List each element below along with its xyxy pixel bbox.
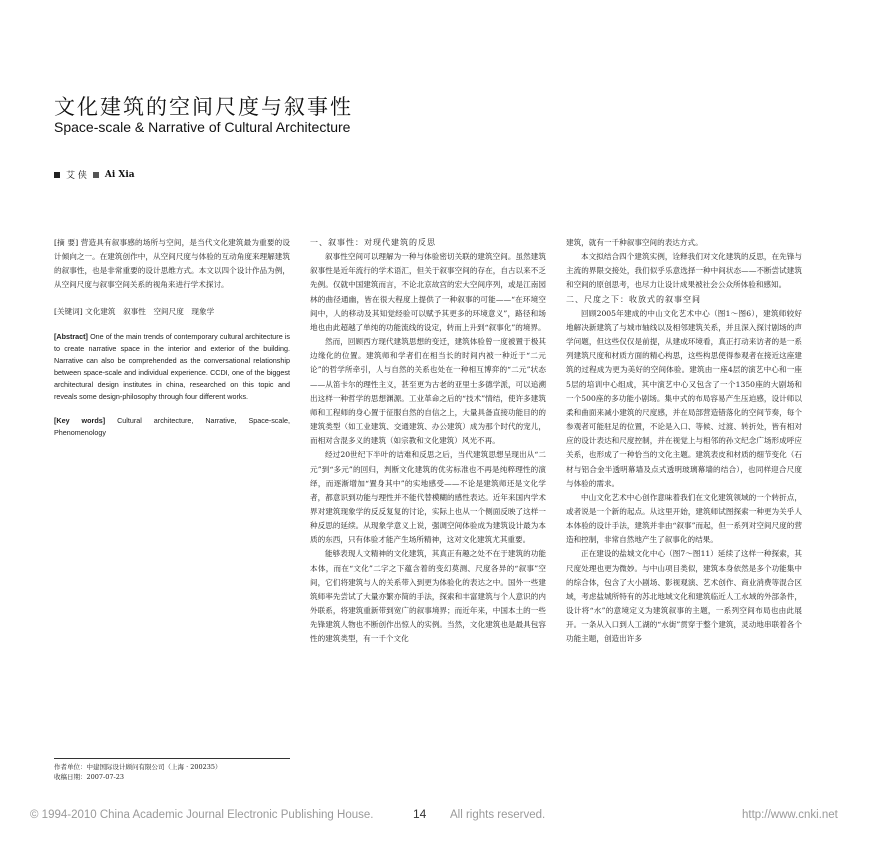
abstract-en-label: [Abstract]: [54, 331, 88, 341]
page-footer: [0, 809, 870, 827]
body-column-2: [310, 236, 546, 647]
square-bullet-icon: [54, 172, 60, 178]
body-paragraph: 中山文化艺术中心创作意味着我们在文化建筑领域的一个转折点，或者说是一个新的起点。从这里开始，建筑师试图探索一种更为关乎人本体验的设计手法，建筑并非由“叙事”而起，但一系列对空间尺度的营造和控制，非常自然地产生了叙事化的结果。: [566, 492, 802, 545]
body-paragraph: 回顾2005年建成的中山文化艺术中心（图1～图6），建筑师较好地解决新建筑了与城市轴线以及相邻建筑关系，并且深入探讨剧场的声学问题，但这些仅仅是前提，从建成环境看，真正打动来访者的是一系列建筑尺度和材质方面的精心构思，这些构思使得参观者在接近这座建筑的过程成为更为美好的空间体验。建筑由一座4层的演艺中心和一座5层的培训中心组成，其中演艺中心又包含了一个1350座的大剧场和一个500座的多功能小剧场。集中式的布局容易产生压迫感，设计师以柔和曲面来减小建筑的尺度感，并在局部营造错落化的空间节奏，每个参观者可能驻足的位置，不论是入口、等候、过渡、转折处，皆有相对应的设计表达和尺度控制，并在视觉上与相邻的孙文纪念广场形成呼应关系，也形成了一种恰当的文化主题。建筑表皮和材质的细节变化（石材与铝合金半透明幕墙及点式透明玻璃幕墙的结合），也同样迎合尺度与体验的需求。: [566, 308, 802, 488]
body-paragraph: 本文拟结合四个建筑实例，诠释我们对文化建筑的反思，在先锋与主流的界限交接处，我们似乎乐意选择一种中间状态——不断尝试建筑和空间的原创思考，也尽力让设计成果被社会公众所体验和感知。: [566, 252, 802, 290]
keywords-en-text: Cultural architecture, Narrative, Space-scale, Phenomenology: [54, 415, 290, 437]
abstract-column: [54, 236, 290, 439]
author-line: [54, 168, 135, 181]
body-paragraph: 经过20世纪下半叶的诘难和反思之后，当代建筑思想呈现出从“二元”到“多元”的回归，判断文化建筑的优劣标准也不再是纯粹理性的演绎，而逐渐增加“置身其中”的实地感受——不论是建筑师还是文化学者，都意识到功能与理性并不能代替模糊的感性表达。近年来国内学术界对建筑现象学的反反复复的讨论，实际上也从一个侧面反映了这样一种反思的延续。从现象学意义上说，强调空间体验成为建筑设计最为本质的东西，只有体验才能产生场所精神，这对文化建筑尤其重要。: [310, 450, 546, 545]
abstract-cn: [摘 要] 营造具有叙事感的场所与空间，是当代文化建筑最为重要的设计倾向之一。在建筑创作中，从空间尺度与体验的互动角度来理解建筑的叙事性，也是非常重要的设计思维方式。本文以四个设计作品为例，从空间尺度与叙事空间关系的视角来进行学术探讨。: [54, 238, 290, 290]
cnki-link[interactable]: http://www.cnki.net: [742, 809, 838, 821]
body-column-3: [566, 236, 802, 647]
body-paragraph: 建筑，就有一千种叙事空间的表达方式。: [566, 238, 703, 247]
author-name-cn: 艾 侠: [66, 171, 87, 181]
abstract-en-text: One of the main trends of contemporary cultural architecture is to create narrative space in the interior and exterior of the building. Narrative can also be comprehended as the conversational relationship between space-scale and individual experience. CCDI, one of the biggest architectural design institutes in china, researched on this topic and reveals some design-philosophy through four different works.: [54, 331, 290, 401]
page-number: 14: [413, 807, 427, 821]
keywords-en-label: [Key words]: [54, 415, 106, 425]
body-paragraph: 叙事性空间可以理解为一种与体验密切关联的建筑空间。虽然建筑叙事性是近年流行的学术语汇，但关于叙事空间的存在，自古以来不乏先例。仅就中国建筑而言，不论北京故宫的宏大空间序列，或是江南园林的曲径通幽，皆在很大程度上提供了一种叙事的可能——“在环境空间中，人的移动及其知觉经验可以赋予其更多的环境意义”，路径和场地也由此超越了单纯的功能流线的设定，转而上升到“叙事化”的境界。: [310, 252, 546, 332]
received-date: 收稿日期：2007-07-23: [54, 773, 124, 781]
rights-notice: All rights reserved.: [450, 809, 546, 821]
section-heading-1: 一、叙事性：对现代建筑的反思: [310, 238, 436, 247]
author-name-en: Ai Xia: [104, 169, 135, 180]
copyright-notice: © 1994-2010 China Academic Journal Electronic Publishing House.: [30, 809, 374, 821]
separator-square-icon: [93, 172, 99, 178]
body-paragraph: 然而，回顾西方现代建筑思想的变迁，建筑体验曾一度被置于极其边缘化的位置。建筑师和学者们在相当长的时间内被一种近于“二元论”的哲学所牵引，人与自然的关系也处在一种相互博弈的“二元”状态——从笛卡尔的理性主义，甚至更为古老的亚里士多德学派，可以追溯出这样一种哲学的思想渊源。工业革命之后的“技术”情结，使许多建筑师和工程师的身心置于征服自然的自信之上，大量具备直接功能目的的建筑类型（如工业建筑、交通建筑、办公建筑）成为那个时代的宠儿，而相对含混多义的建筑（如宗教和文化建筑）风光不再。: [310, 337, 546, 446]
article-meta: [54, 758, 290, 782]
body-paragraph: 能够表现人文精神的文化建筑，其真正有趣之处不在于建筑的功能本体，而在“文化”二字之下蕴含着的变幻莫测、尺度各异的“叙事”空间，它们将建筑与人的关系带入到更为体验化的表达之中。国外一些建筑师率先尝试了大量亦繁亦简的手法，探索和丰富建筑与个人意识的内外联系，将建筑重新带到宽广的叙事境界；而近年来，中国本土的一些先锋建筑人物也不断创作出惊人的实例。当然，文化建筑也是最具包容性的建筑类型，有一千个文化: [310, 549, 546, 644]
section-heading-2: 二、尺度之下：收放式的叙事空间: [566, 294, 701, 304]
article-title-cn: 文化建筑的空间尺度与叙事性: [54, 95, 353, 119]
article-title-en: Space-scale & Narrative of Cultural Architecture: [54, 119, 351, 135]
body-paragraph: 正在建设的盐城文化中心（图7～图11）延续了这样一种探索，其尺度处理也更为微妙。与中山项目类似，建筑本身依然是多个功能集中的综合体，包含了大小剧场、影视观演、艺术创作、商业消费等混合区域，考虑盐城所特有的苏北地域文化和建筑临近人工水域的外部条件，设计将“水”的意境定义为建筑叙事的主题，一系列空间布局也由此展开。一条从入口到人工湖的“水街”贯穿于整个建筑，灵动地串联着各个功能主题，创造出许多: [566, 549, 802, 644]
keywords-en: [54, 415, 290, 439]
keywords-cn: [关键词] 文化建筑 叙事性 空间尺度 现象学: [54, 306, 215, 316]
abstract-en: [54, 331, 290, 403]
author-affiliation: 作者单位：中建国际设计顾问有限公司（上海 · 200235）: [54, 763, 222, 771]
